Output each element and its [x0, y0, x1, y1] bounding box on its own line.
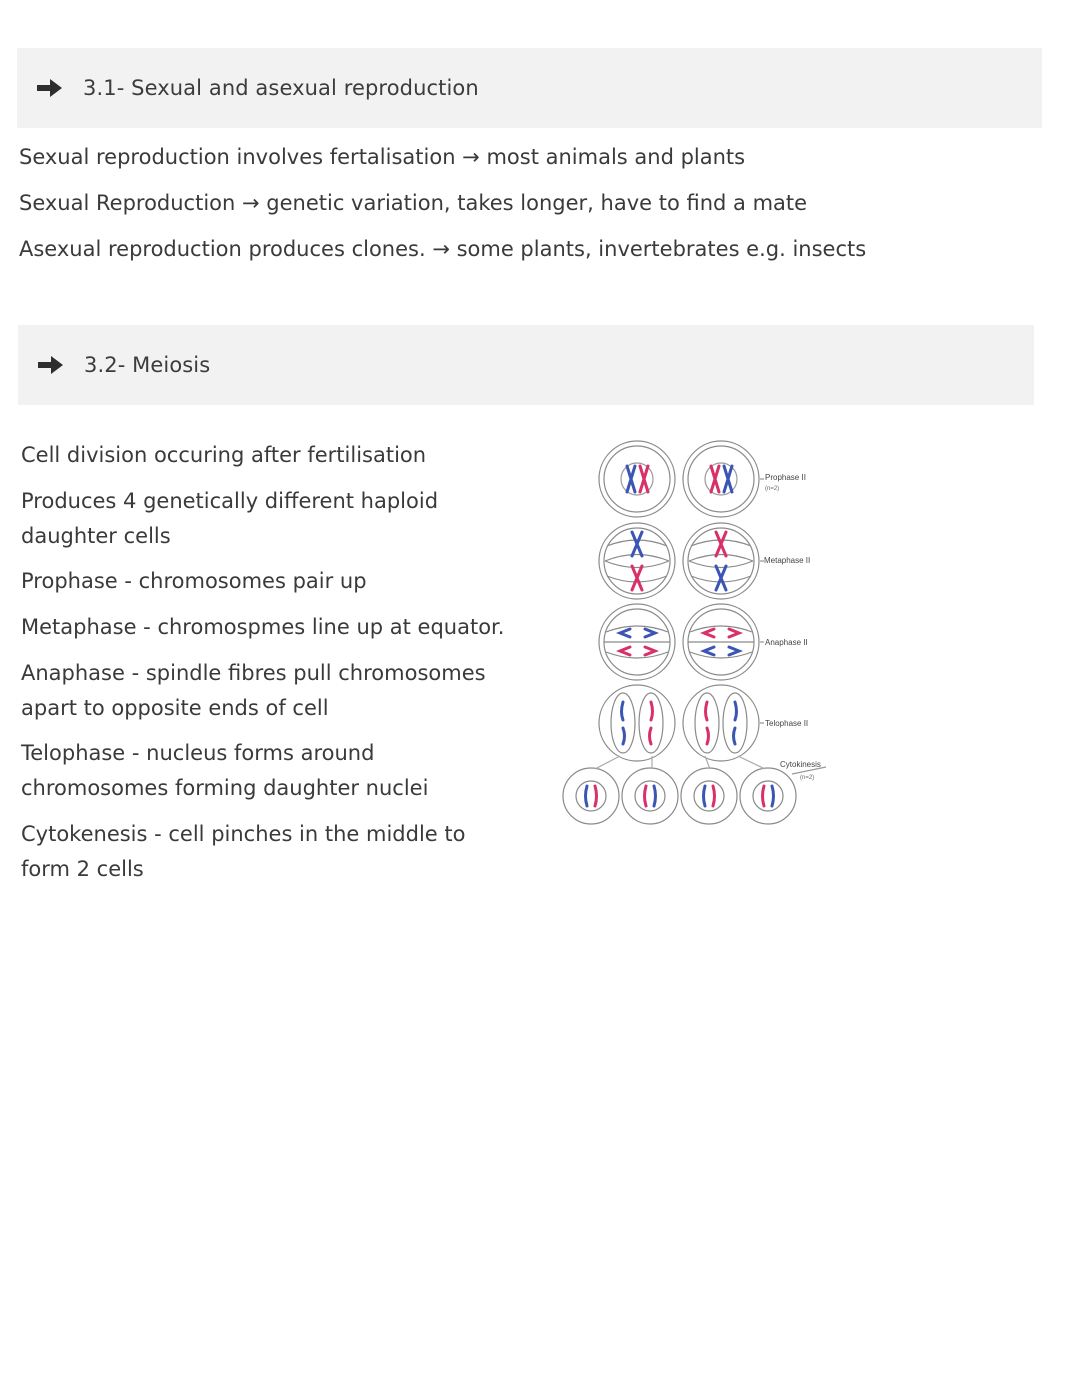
- text-line: Sexual reproduction involves fertalisation → most animals and plants: [19, 145, 746, 169]
- point-line: chromosomes forming daughter nuclei: [21, 776, 429, 800]
- arrow-right-icon: [37, 77, 65, 99]
- point-line: Cell division occuring after fertilisation: [21, 443, 427, 467]
- cytokinesis-cell: [681, 768, 737, 824]
- telophase-cell: [599, 685, 675, 761]
- stage-label: Telophase II: [765, 719, 809, 728]
- prophase-cell: [599, 441, 675, 517]
- section-title: 3.2- Meiosis: [84, 353, 211, 377]
- point-line: Telophase - nucleus forms around: [21, 741, 375, 765]
- prophase-cell: [683, 441, 759, 517]
- cytokinesis-cell: [740, 768, 796, 824]
- anaphase-cell: [599, 604, 675, 680]
- metaphase-cell: [683, 523, 759, 599]
- stage-label: Prophase II: [765, 473, 806, 482]
- cytokinesis-cell: [622, 768, 678, 824]
- meiosis-diagram: [560, 436, 850, 836]
- point-line: Prophase - chromosomes pair up: [21, 569, 367, 593]
- telophase-cell: [683, 685, 759, 761]
- section-title: 3.1- Sexual and asexual reproduction: [83, 76, 479, 100]
- stage-note: (n=2): [765, 486, 780, 492]
- text-line: Asexual reproduction produces clones. → some plants, invertebrates e.g. insects: [19, 237, 867, 261]
- point-line: daughter cells: [21, 524, 171, 548]
- meiosis-point: [21, 564, 541, 599]
- meiosis-point: [21, 736, 541, 806]
- meiosis-point: [21, 484, 541, 554]
- text-line: Sexual Reproduction → genetic variation, takes longer, have to find a mate: [19, 191, 808, 215]
- stage-label: Anaphase II: [765, 638, 808, 647]
- stage-label: Cytokinesis: [780, 760, 821, 769]
- point-line: Metaphase - chromospmes line up at equator.: [21, 615, 505, 639]
- meiosis-point: [21, 656, 541, 726]
- anaphase-cell: [683, 604, 759, 680]
- meiosis-point: [21, 438, 541, 473]
- point-line: Produces 4 genetically different haploid: [21, 489, 439, 513]
- cytokinesis-cell: [563, 768, 619, 824]
- stage-label: Metaphase II: [764, 556, 811, 565]
- meiosis-point: [21, 610, 541, 645]
- point-line: apart to opposite ends of cell: [21, 696, 329, 720]
- metaphase-cell: [599, 523, 675, 599]
- arrow-right-icon: [38, 354, 66, 376]
- point-line: Anaphase - spindle fibres pull chromosomes: [21, 661, 486, 685]
- section-heading-3-1: [17, 48, 1042, 128]
- meiosis-point: [21, 817, 541, 887]
- section-heading-3-2: [18, 325, 1034, 405]
- stage-note: (n=2): [800, 775, 815, 781]
- point-line: Cytokenesis - cell pinches in the middle to: [21, 822, 466, 846]
- point-line: form 2 cells: [21, 857, 144, 881]
